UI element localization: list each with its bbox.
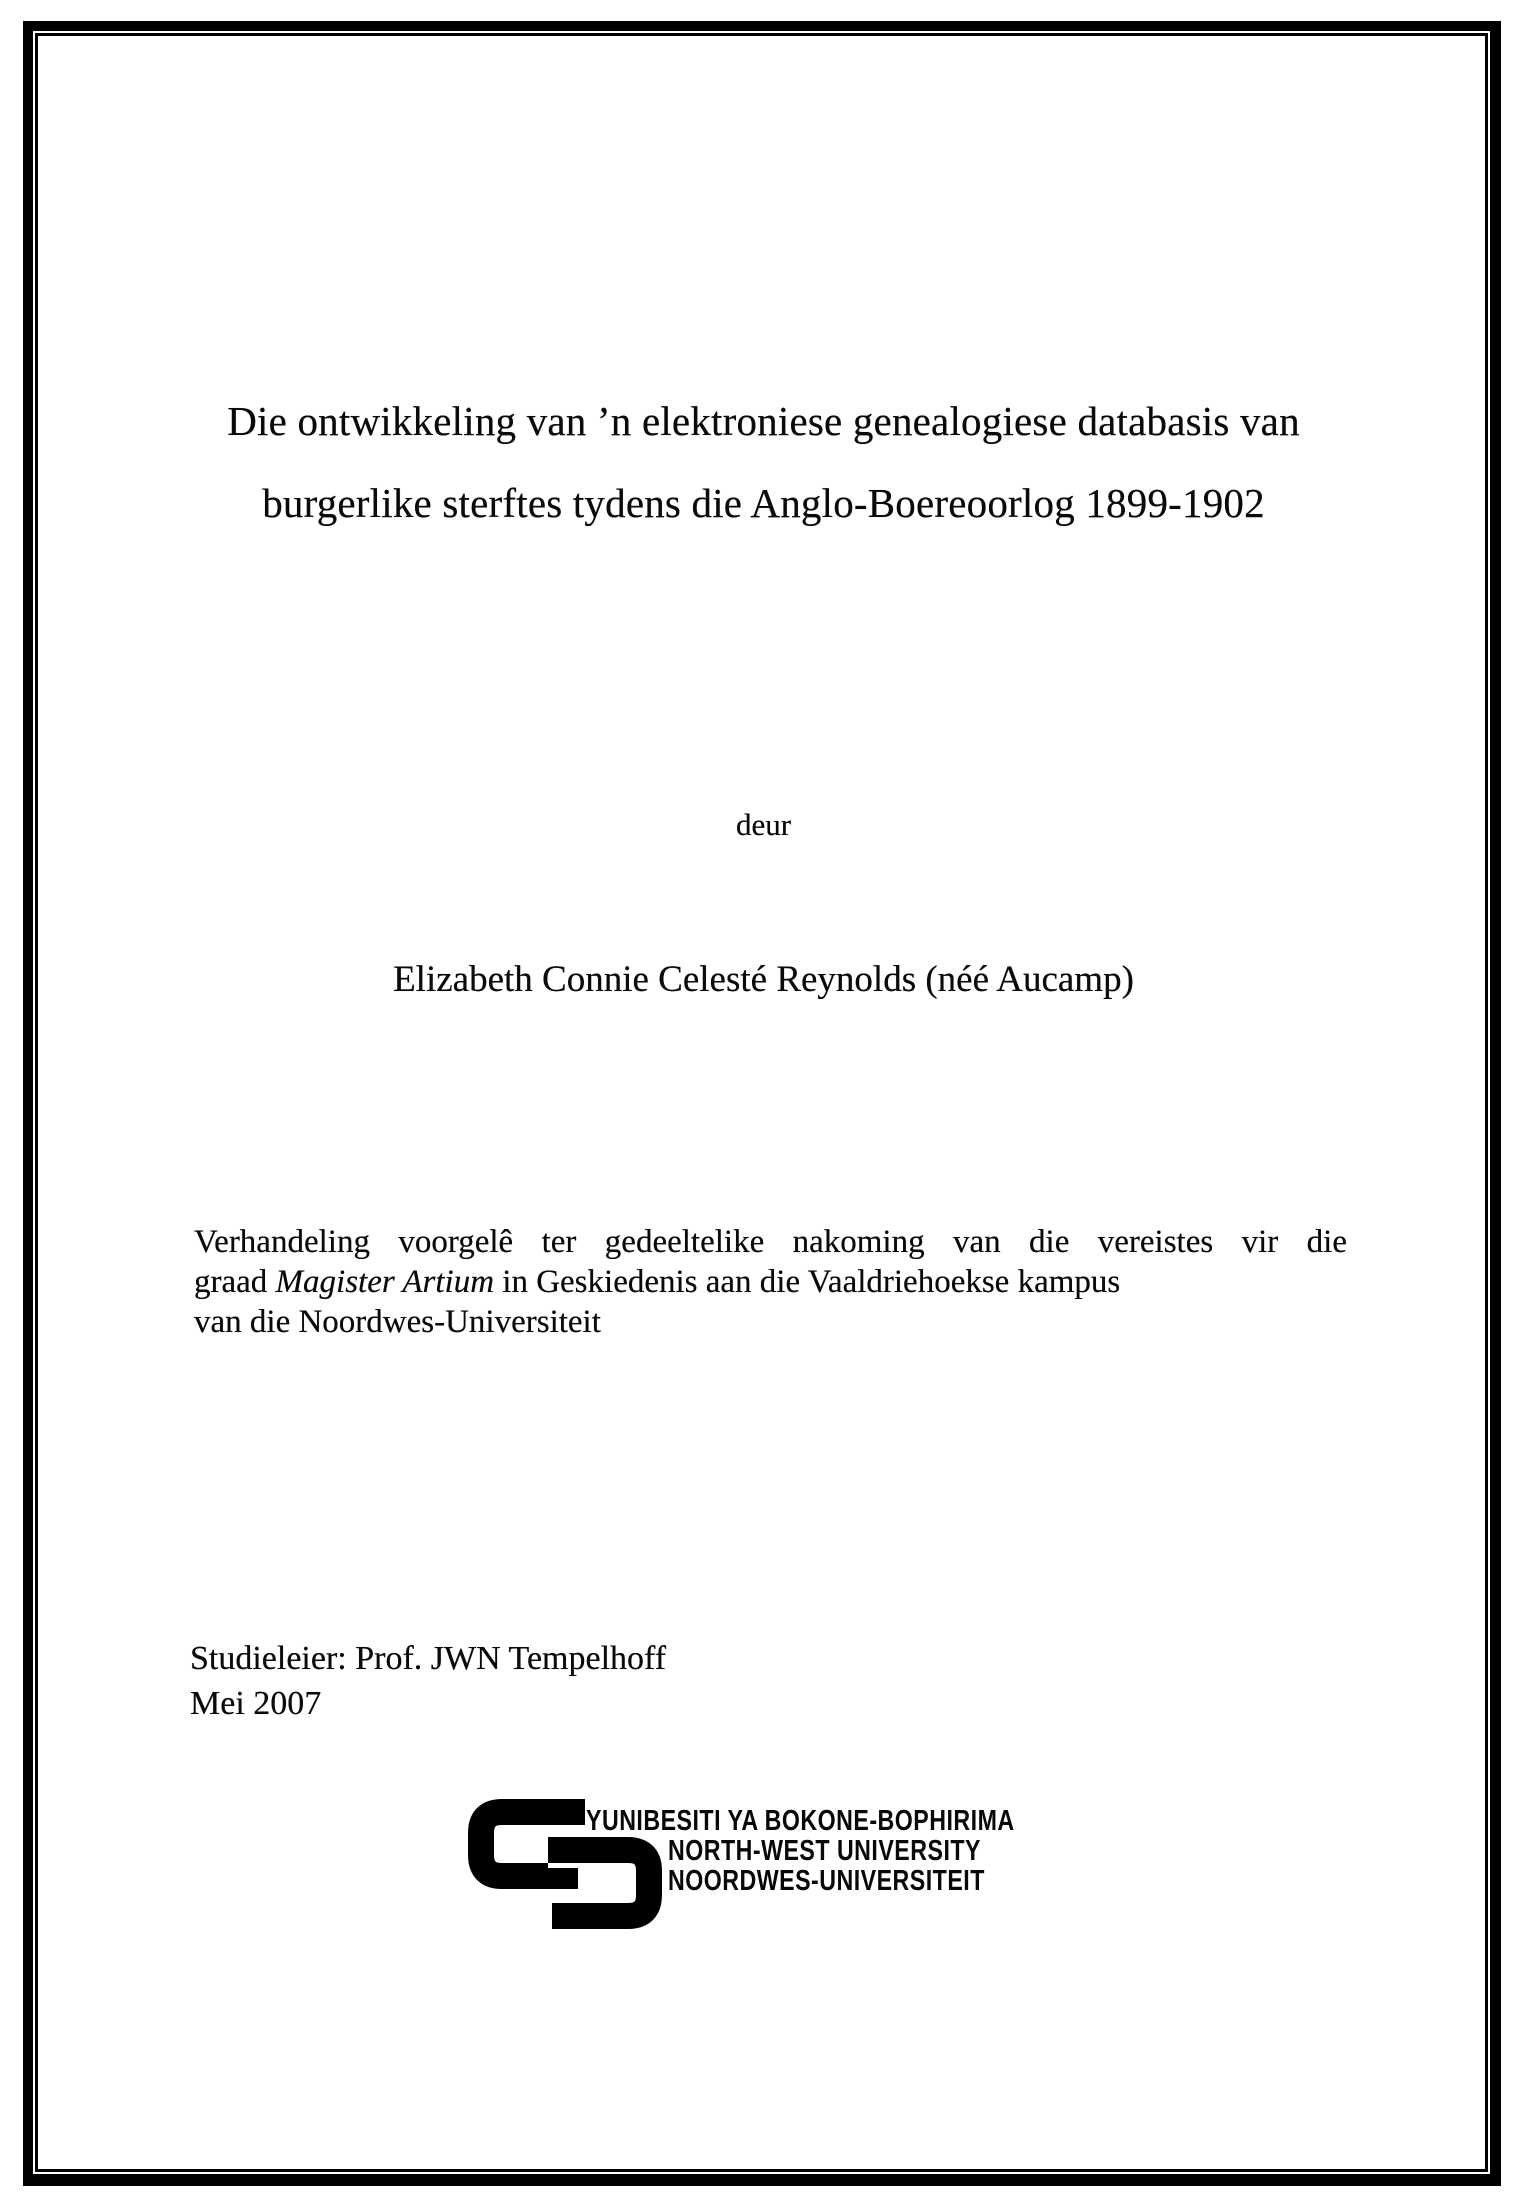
thesis-title [183, 380, 1344, 544]
author-name: Elizabeth Connie Celesté Reynolds (néé Aucamp) [393, 959, 1134, 1000]
degree-name: Magister Artium [275, 1264, 495, 1300]
logo-text-english: NORTH-WEST UNIVERSITY [668, 1835, 981, 1867]
thesis-title-line-1: Die ontwikkeling van ’n elektroniese genealogiese databasis van [227, 398, 1300, 444]
statement-line-1: Verhandeling voorgelê ter gedeeltelike nakoming van die vereistes vir die [194, 1224, 1347, 1260]
statement-line-3: van die Noordwes-Universiteit [194, 1304, 601, 1340]
logo-text-setswana: YUNIBESITI YA BOKONE-BOPHIRIMA [586, 1805, 1015, 1837]
thesis-title-line-2: burgerlike sterftes tydens die Anglo-Boereoorlog 1899-1902 [262, 480, 1265, 526]
thesis-statement [194, 1222, 1347, 1342]
logo-text-afrikaans: NOORDWES-UNIVERSITEIT [668, 1865, 985, 1897]
statement-line-2-prefix: graad [194, 1264, 276, 1300]
byline-label: deur [735, 807, 792, 842]
supervisor-block [190, 1636, 1090, 1726]
date-line: Mei 2007 [190, 1685, 322, 1722]
statement-line-2 [194, 1262, 1347, 1302]
statement-line-2-suffix: in Geskiedenis aan die Vaaldriehoekse kampus [494, 1264, 1121, 1300]
supervisor-line: Studieleier: Prof. JWN Tempelhoff [190, 1640, 667, 1677]
